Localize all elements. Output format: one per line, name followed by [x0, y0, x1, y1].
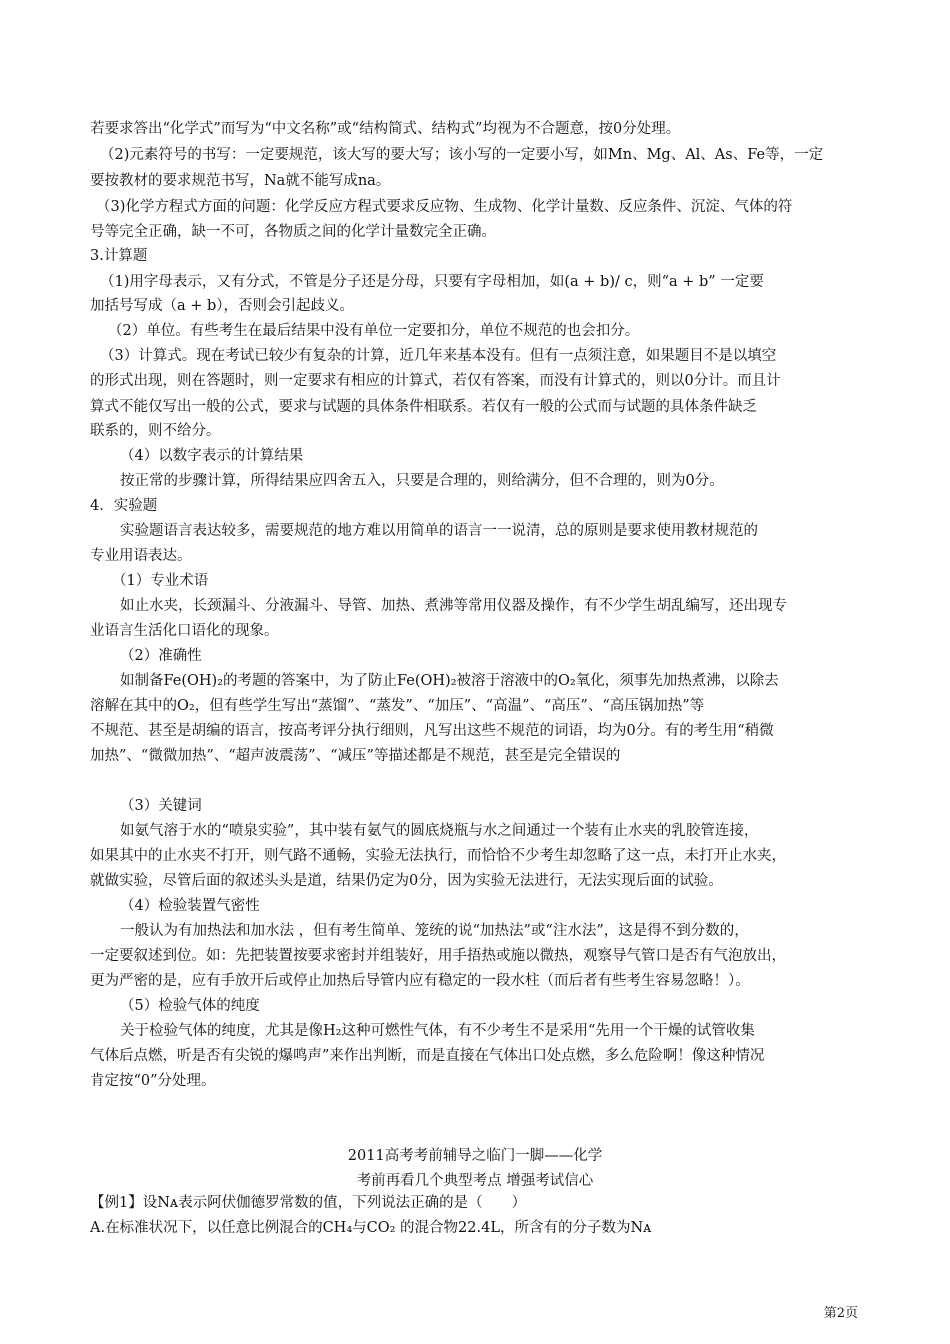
text-line: 加括号写成（a + b），否则会引起歧义。	[90, 298, 355, 314]
text-line: 气体后点燃，听是否有尖锐的爆鸣声”来作出判断，而是直接在气体出口处点燃，多么危险啊！像这种情况	[90, 1048, 765, 1064]
text-line: 如止水夹，长颈漏斗、分液漏斗、导管、加热、煮沸等常用仪器及操作，有不少学生胡乱编写，还出现专	[120, 598, 787, 614]
text-line: 更为严密的是，应有手放开后或停止加热后导管内应有稳定的一段水柱（而后者有些考生容易忽略！）。	[90, 973, 750, 989]
text-line: 就做实验，尽管后面的叙述头头是道，结果仍定为0分，因为实验无法进行，无法实现后面的试验。	[90, 873, 723, 889]
text-line: 算式不能仅写出一般的公式，要求与试题的具体条件相联系。若仅有一般的公式而与试题的具体条件缺乏	[90, 399, 757, 415]
text-line: 如制备Fe(OH)₂的考题的答案中，为了防止Fe(OH)₂被溶于溶液中的O₂氧化，须事先加热煮沸，以除去	[120, 673, 779, 689]
text-line: 如果其中的止水夹不打开，则气路不通畅，实验无法执行，而恰恰不少考生却忽略了这一点，未打开止水夹，	[90, 848, 786, 864]
document-subtitle: 考前再看几个典型考点 增强考试信心	[356, 1173, 594, 1189]
text-line: 按正常的步骤计算，所得结果应四舍五入，只要是合理的，则给满分，但不合理的，则为0分。	[120, 473, 724, 489]
answer-option: A.在标准状况下，以任意比例混合的CH₄与CO₂ 的混合物22.4L，所含有的分子数为Nᴀ	[90, 1220, 652, 1236]
subheading: （3）关键词	[120, 798, 202, 814]
text-line: 加热”、“微微加热”、“超声波震荡”、“减压”等描述都是不规范，甚至是完全错误的	[90, 748, 621, 764]
text-line: 业语言生活化口语化的现象。	[90, 623, 279, 639]
text-line: （4）以数字表示的计算结果	[120, 448, 304, 464]
text-line: 要按教材的要求规范书写，Na就不能写成na。	[90, 173, 391, 189]
text-line: 号等完全正确，缺一不可，各物质之间的化学计量数完全正确。	[90, 224, 496, 240]
text-line: 一般认为有加热法和加水法 ，但有考生简单、笼统的说“加热法”或“注水法”，这是得不到分数的，	[120, 923, 749, 939]
text-line: 一定要叙述到位。如：先把装置按要求密封并组装好，用手捂热或施以微热，观察导气管口是否有气泡放出，	[90, 948, 786, 964]
subheading: （2）准确性	[120, 648, 202, 664]
page-number: 第2页	[823, 1306, 858, 1321]
subheading: （4）检验装置气密性	[120, 898, 260, 914]
section-heading: 3.计算题	[90, 248, 148, 264]
text-line: 关于检验气体的纯度，尤其是像H₂这种可燃性气体，有不少考生不是采用“先用一个干燥的试管收集	[120, 1023, 755, 1039]
text-line: 溶解在其中的O₂，但有些学生写出“蒸馏”、“蒸发”、“加压”、“高温”、“高压”、“高压锅加热”等	[90, 698, 705, 714]
text-line: （2)元素符号的书写：一定要规范，该大写的要大写；该小写的一定要小写，如Mn、Mg、Al、As、Fe等，一定	[100, 147, 824, 163]
text-line: 如氨气溶于水的“喷泉实验”，其中装有氨气的圆底烧瓶与水之间通过一个装有止水夹的乳胶管连接，	[120, 823, 759, 839]
text-line: 实验题语言表达较多，需要规范的地方难以用简单的语言一一说清，总的原则是要求使用教材规范的	[120, 523, 758, 539]
text-line: （1)用字母表示，又有分式，不管是分子还是分母，只要有字母相加，如(a + b)/ c，则“a + b” 一定要	[100, 274, 764, 290]
subheading: （5）检验气体的纯度	[120, 998, 260, 1014]
text-line: （2）单位。有些考生在最后结果中没有单位一定要扣分，单位不规范的也会扣分。	[108, 323, 640, 339]
text-line: 若要求答出“化学式”而写为“中文名称”或“结构简式、结构式”均视为不合题意，按0分处理。	[90, 121, 681, 137]
text-line: 不规范、甚至是胡编的语言，按高考评分执行细则，凡写出这些不规范的词语，均为0分。有的考生用“稍微	[90, 723, 774, 739]
text-line: 专业用语表达。	[90, 548, 192, 564]
text-line: 肯定按“0”分处理。	[90, 1073, 216, 1089]
document-title: 2011高考考前辅导之临门一脚——化学	[347, 1148, 603, 1164]
example-question: 【例1】设Nᴀ表示阿伏伽德罗常数的值，下列说法正确的是（ ）	[90, 1195, 527, 1211]
text-line: 联系的，则不给分。	[90, 423, 221, 439]
text-line: （3)化学方程式方面的问题：化学反应方程式要求反应物、生成物、化学计量数、反应条件、沉淀、气体的符	[96, 199, 793, 215]
text-line: （3）计算式。现在考试已较少有复杂的计算，近几年来基本没有。但有一点须注意，如果题目不是以填空	[100, 348, 777, 364]
text-line: 的形式出现，则在答题时，则一定要求有相应的计算式，若仅有答案，而没有计算式的，则以0分计。而且计	[90, 373, 781, 389]
section-heading: 4．实验题	[90, 498, 158, 514]
subheading: （1）专业术语	[112, 573, 209, 589]
